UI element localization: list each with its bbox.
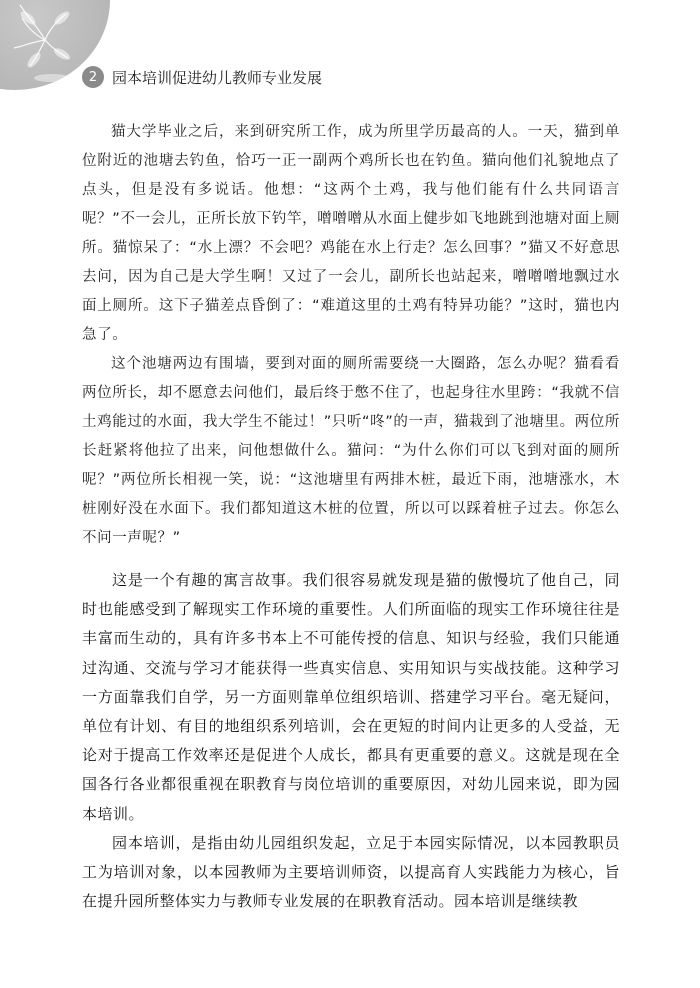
running-title: 园本培训促进幼儿教师专业发展: [112, 68, 323, 87]
story-paragraph: 猫大学毕业之后，来到研究所工作，成为所里学历最高的人。一天，猫到单位附近的池塘去钓鱼，恰巧一正一副两个鸡所长也在钓鱼。猫向他们礼貌地点了点头，但是没有多说话。他想：“这两个土鸡，我与他们能有什么共同语言呢？”不一会儿，正所长放下钓竿，噌噌噌从水面上健步如飞地跳到池塘对面上厕所。猫惊呆了：“水上漂？不会吧？鸡能在水上行走？怎么回事？”猫又不好意思去问，因为自己是大学生啊！又过了一会儿，副所长也站起来，噌噌噌地飘过水面上厕所。这下子猫差点昏倒了：“难道这里的土鸡有特异功能？”这时，猫也内急了。: [82, 124, 620, 343]
page-header: [82, 64, 322, 90]
story-block: [82, 118, 620, 553]
body-paragraph: 园本培训，是指由幼儿园组织发起，立足于本园实际情况，以本园教职员工为培训对象，以本园教师为主要培训师资，以提高育人实践能力为核心，旨在提升园所整体实力与教师专业发展的在职教育活动。园本培训是继续教: [82, 833, 620, 911]
page-number-badge: 2: [82, 66, 104, 88]
body-block: [82, 566, 620, 916]
body-paragraph: 这是一个有趣的寓言故事。我们很容易就发现是猫的傲慢坑了他自己，同时也能感受到了解现实工作环境的重要性。人们所面临的现实工作环境往往是丰富而生动的，具有许多书本上不可能传授的信息、知识与经验，我们只能通过沟通、交流与学习才能获得一些真实信息、实用知识与实战技能。这种学习一方面靠我们自学，另一方面则靠单位组织培训、搭建学习平台。毫无疑问，单位有计划、有目的地组织系列培训，会在更短的时间内让更多的人受益，无论对于提高工作效率还是促进个人成长，都具有更重要的意义。这就是现在全国各行各业都很重视在职教育与岗位培训的重要原因，对幼儿园来说，即为园本培训。: [82, 571, 620, 823]
story-paragraph: 这个池塘两边有围墙，要到对面的厕所需要绕一大圈路，怎么办呢？猫看看两位所长，却不愿意去问他们，最后终于憋不住了，也起身往水里跨：“我就不信土鸡能过的水面，我大学生不能过！”只听“咚”的一声，猫栽到了池塘里。两位所长赶紧将他拉了出来，问他想做什么。猫问：“为什么你们可以飞到对面的厕所呢？”两位所长相视一笑，说：“这池塘里有两排木桩，最近下雨，池塘涨水，木桩刚好没在水面下。我们都知道这木桩的位置，所以可以踩着桩子过去。你怎么不问一声呢？”: [82, 356, 620, 546]
